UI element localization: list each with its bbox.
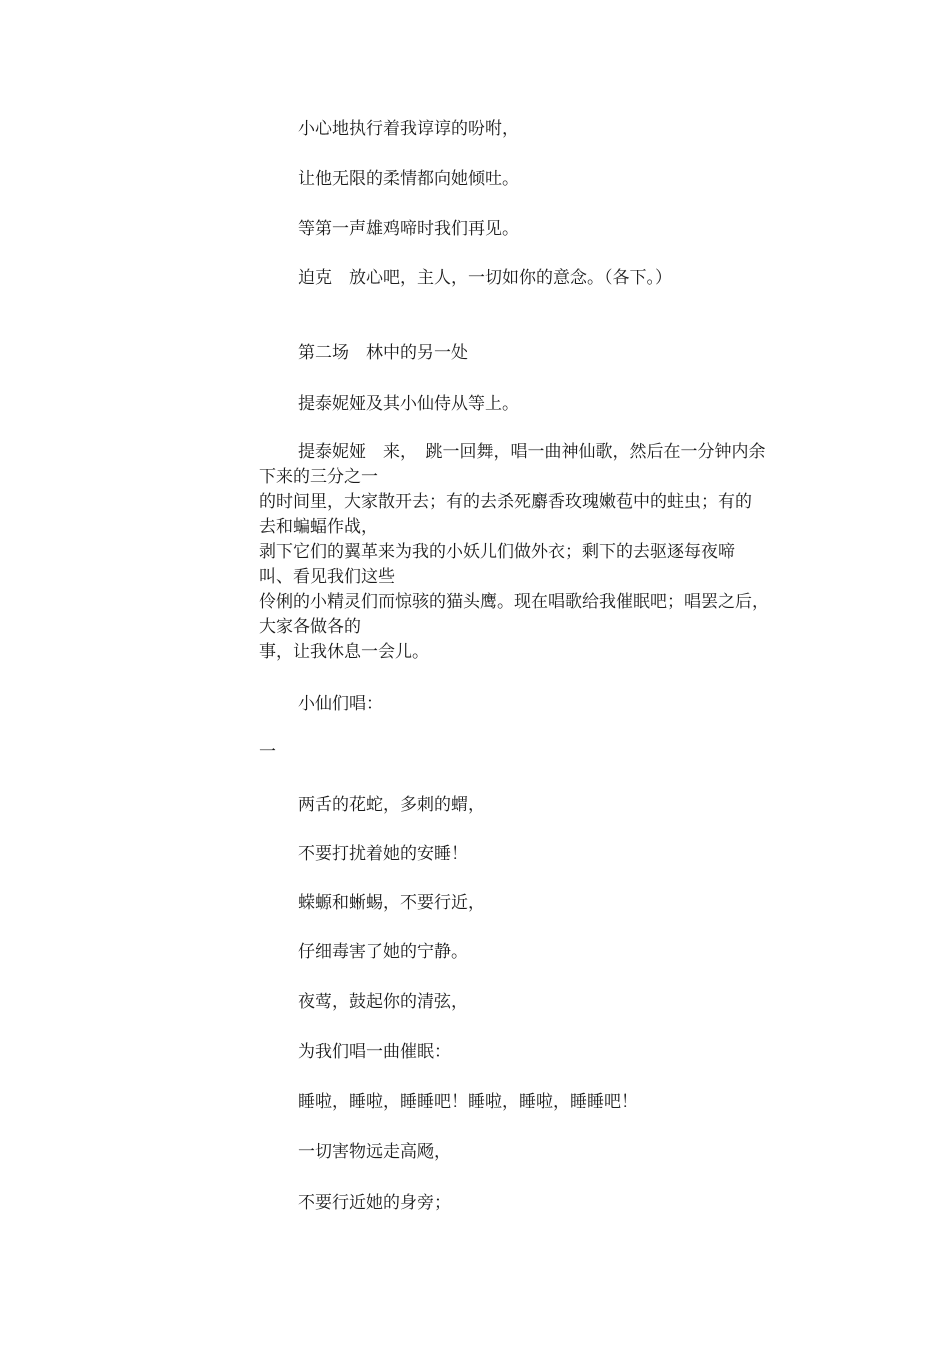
- song-line: 睡啦，睡啦，睡睡吧！睡啦，睡啦，睡睡吧！: [298, 1092, 638, 1112]
- speech-row: 剥下它们的翼革来为我的小妖儿们做外衣；剩下的去驱逐每夜啼: [259, 542, 735, 562]
- dialogue-line: 迫克 放心吧，主人，一切如你的意念。（各下。）: [298, 268, 672, 288]
- song-line: 一切害物远走高飏，: [298, 1142, 451, 1162]
- verse-line: 等第一声雄鸡啼时我们再见。: [298, 219, 519, 239]
- speech-row: 下来的三分之一: [259, 467, 378, 487]
- song-line: 不要打扰着她的安睡！: [298, 844, 468, 864]
- stage-direction: 提泰妮娅及其小仙侍从等上。: [298, 394, 519, 414]
- song-line: 仔细毒害了她的宁静。: [298, 942, 468, 962]
- scene-title: 第二场 林中的另一处: [298, 343, 468, 363]
- chorus-intro: 小仙们唱：: [298, 694, 383, 714]
- song-line: 夜莺，鼓起你的清弦，: [298, 992, 468, 1012]
- speech-row: 叫、看见我们这些: [259, 567, 395, 587]
- speech-row: 提泰妮娅 来， 跳一回舞，唱一曲神仙歌，然后在一分钟内余: [298, 442, 766, 462]
- speech-row: 的时间里，大家散开去；有的去杀死麝香玫瑰嫩苞中的蛀虫；有的: [259, 492, 752, 512]
- song-line: 两舌的花蛇，多刺的蝟，: [298, 795, 485, 815]
- verse-number: 一: [259, 742, 276, 762]
- speech-row: 事，让我休息一会儿。: [259, 642, 429, 662]
- song-line: 不要行近她的身旁；: [298, 1193, 451, 1213]
- verse-line: 小心地执行着我谆谆的吩咐，: [298, 119, 519, 139]
- speech-paragraph: [259, 440, 812, 665]
- speech-row: 伶俐的小精灵们而惊骇的猫头鹰。现在唱歌给我催眠吧；唱罢之后，: [259, 592, 769, 612]
- song-line: 蝾螈和蜥蜴，不要行近，: [298, 893, 485, 913]
- song-line: 为我们唱一曲催眠：: [298, 1042, 451, 1062]
- verse-line: 让他无限的柔情都向她倾吐。: [298, 169, 519, 189]
- speech-row: 大家各做各的: [259, 617, 361, 637]
- speech-row: 去和蝙蝠作战，: [259, 517, 378, 537]
